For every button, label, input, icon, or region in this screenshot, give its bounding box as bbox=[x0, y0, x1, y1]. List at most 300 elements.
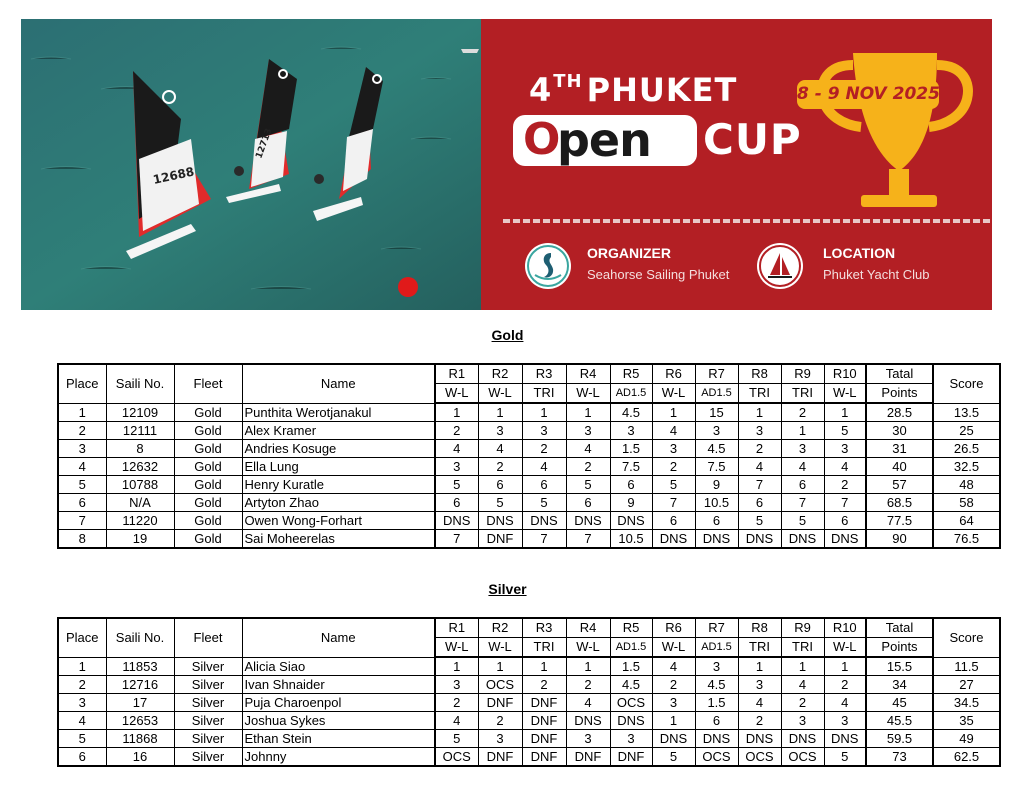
race-header: R7 bbox=[695, 618, 738, 638]
place-cell: 5 bbox=[58, 476, 106, 494]
race-result-cell: 3 bbox=[824, 712, 866, 730]
score-cell: 27 bbox=[933, 676, 1000, 694]
score-cell: 34.5 bbox=[933, 694, 1000, 712]
race-result-cell: 5 bbox=[824, 422, 866, 440]
race-result-cell: 5 bbox=[652, 476, 695, 494]
place-cell: 5 bbox=[58, 730, 106, 748]
race-result-cell: 6 bbox=[824, 512, 866, 530]
race-header: R5 bbox=[610, 618, 652, 638]
sail-no-cell: 17 bbox=[106, 694, 174, 712]
table-row bbox=[58, 657, 1000, 676]
race-result-cell: 3 bbox=[566, 422, 610, 440]
race-result-cell: DNS bbox=[824, 730, 866, 748]
race-result-cell: 4 bbox=[781, 458, 824, 476]
sail-number-1: 12688 bbox=[151, 164, 196, 187]
race-result-cell: DNF bbox=[522, 730, 566, 748]
fleet-cell: Gold bbox=[174, 494, 242, 512]
fleet-cell: Gold bbox=[174, 422, 242, 440]
total-points-header-line2: Points bbox=[866, 384, 933, 404]
race-result-cell: 1 bbox=[478, 657, 522, 676]
race-result-cell: 3 bbox=[478, 730, 522, 748]
name-cell: Ella Lung bbox=[242, 458, 435, 476]
race-result-cell: 1 bbox=[781, 422, 824, 440]
place-header: Place bbox=[58, 618, 106, 657]
fleet-cell: Silver bbox=[174, 694, 242, 712]
race-result-cell: 7 bbox=[522, 530, 566, 549]
race-result-cell: 3 bbox=[435, 458, 478, 476]
course-header: W-L bbox=[478, 638, 522, 658]
race-header: R6 bbox=[652, 364, 695, 384]
table-row bbox=[58, 530, 1000, 549]
name-cell: Henry Kuratle bbox=[242, 476, 435, 494]
place-cell: 2 bbox=[58, 676, 106, 694]
race-result-cell: 10.5 bbox=[695, 494, 738, 512]
race-result-cell: 3 bbox=[610, 730, 652, 748]
race-result-cell: 9 bbox=[610, 494, 652, 512]
yacht-club-logo bbox=[757, 243, 803, 289]
race-header: R8 bbox=[738, 364, 781, 384]
race-result-cell: 6 bbox=[695, 712, 738, 730]
table-row bbox=[58, 458, 1000, 476]
table-row bbox=[58, 712, 1000, 730]
race-result-cell: 9 bbox=[695, 476, 738, 494]
race-result-cell: 4 bbox=[566, 694, 610, 712]
total-points-cell: 90 bbox=[866, 530, 933, 549]
race-result-cell: 3 bbox=[522, 422, 566, 440]
seahorse-logo bbox=[525, 243, 571, 289]
race-result-cell: 2 bbox=[435, 422, 478, 440]
race-header: R2 bbox=[478, 364, 522, 384]
race-result-cell: 5 bbox=[738, 512, 781, 530]
cup-word: CUP bbox=[703, 115, 802, 164]
race-result-cell: 5 bbox=[435, 476, 478, 494]
course-header: TRI bbox=[738, 384, 781, 404]
race-result-cell: 2 bbox=[652, 676, 695, 694]
course-header: W-L bbox=[435, 638, 478, 658]
score-header: Score bbox=[933, 618, 1000, 657]
total-points-header-line1: Tatal bbox=[866, 364, 933, 384]
silver-section-title: Silver bbox=[488, 581, 527, 597]
race-result-cell: DNF bbox=[478, 748, 522, 767]
race-result-cell: DNF bbox=[522, 748, 566, 767]
race-result-cell: 1 bbox=[435, 657, 478, 676]
race-result-cell: 1.5 bbox=[610, 440, 652, 458]
race-result-cell: 2 bbox=[478, 712, 522, 730]
table-row bbox=[58, 494, 1000, 512]
race-result-cell: 1 bbox=[522, 657, 566, 676]
organizer-value: Seahorse Sailing Phuket bbox=[587, 267, 730, 282]
table-row bbox=[58, 730, 1000, 748]
race-result-cell: 4 bbox=[781, 676, 824, 694]
sail-no-cell: 16 bbox=[106, 748, 174, 767]
name-cell: Ivan Shnaider bbox=[242, 676, 435, 694]
race-result-cell: OCS bbox=[478, 676, 522, 694]
race-result-cell: 15 bbox=[695, 403, 738, 422]
course-header: W-L bbox=[824, 384, 866, 404]
name-cell: Joshua Sykes bbox=[242, 712, 435, 730]
fleet-header: Fleet bbox=[174, 618, 242, 657]
race-result-cell: 3 bbox=[610, 422, 652, 440]
total-points-cell: 77.5 bbox=[866, 512, 933, 530]
race-header: R9 bbox=[781, 618, 824, 638]
sail-no-cell: 19 bbox=[106, 530, 174, 549]
race-header: R10 bbox=[824, 618, 866, 638]
gold-results-table bbox=[57, 363, 1001, 549]
fleet-cell: Silver bbox=[174, 676, 242, 694]
name-cell: Alex Kramer bbox=[242, 422, 435, 440]
table-row bbox=[58, 403, 1000, 422]
race-result-cell: 7 bbox=[824, 494, 866, 512]
race-result-cell: 1 bbox=[652, 712, 695, 730]
place-cell: 1 bbox=[58, 657, 106, 676]
race-result-cell: OCS bbox=[781, 748, 824, 767]
sail-no-cell: 11220 bbox=[106, 512, 174, 530]
race-result-cell: 3 bbox=[566, 730, 610, 748]
race-result-cell: 7 bbox=[652, 494, 695, 512]
race-result-cell: DNS bbox=[781, 530, 824, 549]
score-cell: 58 bbox=[933, 494, 1000, 512]
buoy bbox=[398, 277, 418, 297]
race-header: R7 bbox=[695, 364, 738, 384]
race-result-cell: 3 bbox=[781, 712, 824, 730]
course-header: TRI bbox=[781, 384, 824, 404]
name-cell: Punthita Werotjanakul bbox=[242, 403, 435, 422]
race-result-cell: 7 bbox=[435, 530, 478, 549]
race-result-cell: DNS bbox=[652, 730, 695, 748]
race-result-cell: DNS bbox=[824, 530, 866, 549]
race-result-cell: 4.5 bbox=[695, 440, 738, 458]
sail-no-cell: 12653 bbox=[106, 712, 174, 730]
score-cell: 49 bbox=[933, 730, 1000, 748]
race-result-cell: 1 bbox=[738, 403, 781, 422]
race-result-cell: 1 bbox=[566, 403, 610, 422]
table-row bbox=[58, 512, 1000, 530]
race-result-cell: DNS bbox=[738, 730, 781, 748]
race-result-cell: 4.5 bbox=[695, 676, 738, 694]
race-result-cell: 7.5 bbox=[695, 458, 738, 476]
score-cell: 76.5 bbox=[933, 530, 1000, 549]
race-result-cell: 5 bbox=[478, 494, 522, 512]
fleet-cell: Silver bbox=[174, 712, 242, 730]
course-header: TRI bbox=[522, 384, 566, 404]
race-result-cell: 2 bbox=[738, 712, 781, 730]
fleet-cell: Silver bbox=[174, 748, 242, 767]
race-header: R3 bbox=[522, 364, 566, 384]
race-result-cell: 2 bbox=[824, 676, 866, 694]
sail-no-cell: 12109 bbox=[106, 403, 174, 422]
race-result-cell: 6 bbox=[522, 476, 566, 494]
fleet-cell: Gold bbox=[174, 512, 242, 530]
race-result-cell: OCS bbox=[738, 748, 781, 767]
race-result-cell: 4 bbox=[652, 422, 695, 440]
table-row bbox=[58, 694, 1000, 712]
race-header: R4 bbox=[566, 618, 610, 638]
name-cell: Johnny bbox=[242, 748, 435, 767]
sail-no-cell: 12111 bbox=[106, 422, 174, 440]
place-cell: 4 bbox=[58, 712, 106, 730]
header-row bbox=[58, 364, 1000, 384]
course-header: W-L bbox=[566, 384, 610, 404]
race-header: R2 bbox=[478, 618, 522, 638]
race-result-cell: DNS bbox=[695, 530, 738, 549]
name-cell: Alicia Siao bbox=[242, 657, 435, 676]
race-result-cell: 4 bbox=[738, 694, 781, 712]
score-cell: 48 bbox=[933, 476, 1000, 494]
total-points-cell: 45 bbox=[866, 694, 933, 712]
race-result-cell: 4 bbox=[478, 440, 522, 458]
fleet-cell: Gold bbox=[174, 440, 242, 458]
score-cell: 11.5 bbox=[933, 657, 1000, 676]
race-result-cell: 1 bbox=[435, 403, 478, 422]
race-result-cell: DNS bbox=[566, 712, 610, 730]
race-result-cell: DNS bbox=[610, 512, 652, 530]
place-cell: 7 bbox=[58, 512, 106, 530]
race-result-cell: 1 bbox=[478, 403, 522, 422]
event-promo bbox=[481, 19, 992, 310]
course-header: AD1.5 bbox=[610, 384, 652, 404]
race-result-cell: 3 bbox=[478, 422, 522, 440]
race-result-cell: 3 bbox=[738, 676, 781, 694]
race-result-cell: 5 bbox=[652, 748, 695, 767]
place-cell: 3 bbox=[58, 440, 106, 458]
race-header: R6 bbox=[652, 618, 695, 638]
score-cell: 35 bbox=[933, 712, 1000, 730]
race-result-cell: OCS bbox=[695, 748, 738, 767]
race-result-cell: 3 bbox=[738, 422, 781, 440]
race-header: R10 bbox=[824, 364, 866, 384]
race-result-cell: 2 bbox=[652, 458, 695, 476]
total-points-cell: 31 bbox=[866, 440, 933, 458]
place-header: Place bbox=[58, 364, 106, 403]
sail-no-cell: 12632 bbox=[106, 458, 174, 476]
course-header: W-L bbox=[478, 384, 522, 404]
race-result-cell: DNS bbox=[652, 530, 695, 549]
race-result-cell: 1 bbox=[566, 657, 610, 676]
race-result-cell: 4 bbox=[652, 657, 695, 676]
total-points-cell: 59.5 bbox=[866, 730, 933, 748]
race-header: R5 bbox=[610, 364, 652, 384]
trophy-icon bbox=[807, 43, 991, 243]
event-banner bbox=[21, 19, 992, 310]
race-header: R3 bbox=[522, 618, 566, 638]
race-result-cell: 4 bbox=[566, 440, 610, 458]
course-header: W-L bbox=[435, 384, 478, 404]
race-result-cell: 4.5 bbox=[610, 676, 652, 694]
sail-no-header: Saili No. bbox=[106, 618, 174, 657]
score-cell: 26.5 bbox=[933, 440, 1000, 458]
total-points-cell: 45.5 bbox=[866, 712, 933, 730]
course-header: W-L bbox=[824, 638, 866, 658]
location-label: LOCATION bbox=[823, 245, 896, 261]
sail-no-cell: 11853 bbox=[106, 657, 174, 676]
organizer-label: ORGANIZER bbox=[587, 245, 671, 261]
race-result-cell: 2 bbox=[781, 694, 824, 712]
race-result-cell: 2 bbox=[435, 694, 478, 712]
open-logo-o: O bbox=[523, 114, 561, 165]
fleet-cell: Silver bbox=[174, 657, 242, 676]
fleet-cell: Gold bbox=[174, 403, 242, 422]
sail-no-header: Saili No. bbox=[106, 364, 174, 403]
race-result-cell: OCS bbox=[610, 694, 652, 712]
score-cell: 25 bbox=[933, 422, 1000, 440]
race-result-cell: 2 bbox=[566, 676, 610, 694]
fleet-cell: Silver bbox=[174, 730, 242, 748]
race-result-cell: 4 bbox=[522, 458, 566, 476]
race-result-cell: 2 bbox=[478, 458, 522, 476]
race-header: R4 bbox=[566, 364, 610, 384]
name-cell: Artyton Zhao bbox=[242, 494, 435, 512]
race-result-cell: 4 bbox=[435, 712, 478, 730]
race-result-cell: 4 bbox=[824, 458, 866, 476]
race-result-cell: 1.5 bbox=[610, 657, 652, 676]
course-header: W-L bbox=[652, 638, 695, 658]
total-points-cell: 57 bbox=[866, 476, 933, 494]
race-result-cell: 2 bbox=[522, 676, 566, 694]
place-cell: 4 bbox=[58, 458, 106, 476]
place-cell: 3 bbox=[58, 694, 106, 712]
gold-section-title: Gold bbox=[491, 327, 524, 343]
header-row bbox=[58, 618, 1000, 638]
place-cell: 6 bbox=[58, 748, 106, 767]
race-result-cell: 6 bbox=[435, 494, 478, 512]
total-points-cell: 28.5 bbox=[866, 403, 933, 422]
race-result-cell: 5 bbox=[566, 476, 610, 494]
sail-no-cell: 12716 bbox=[106, 676, 174, 694]
course-header: TRI bbox=[781, 638, 824, 658]
table-row bbox=[58, 748, 1000, 767]
sail-no-cell: 8 bbox=[106, 440, 174, 458]
race-result-cell: 1 bbox=[824, 403, 866, 422]
open-logo bbox=[513, 115, 697, 166]
race-result-cell: DNS bbox=[610, 712, 652, 730]
race-result-cell: 1 bbox=[824, 657, 866, 676]
race-result-cell: 10.5 bbox=[610, 530, 652, 549]
race-header: R9 bbox=[781, 364, 824, 384]
race-result-cell: DNS bbox=[435, 512, 478, 530]
race-result-cell: DNS bbox=[738, 530, 781, 549]
total-points-cell: 40 bbox=[866, 458, 933, 476]
course-header: TRI bbox=[522, 638, 566, 658]
race-result-cell: 3 bbox=[695, 657, 738, 676]
race-result-cell: 5 bbox=[522, 494, 566, 512]
race-result-cell: 6 bbox=[652, 512, 695, 530]
course-header: AD1.5 bbox=[610, 638, 652, 658]
name-cell: Owen Wong-Forhart bbox=[242, 512, 435, 530]
race-result-cell: 6 bbox=[695, 512, 738, 530]
total-points-cell: 73 bbox=[866, 748, 933, 767]
total-points-header-line2: Points bbox=[866, 638, 933, 658]
race-result-cell: 4 bbox=[435, 440, 478, 458]
sail-no-cell: 11868 bbox=[106, 730, 174, 748]
race-result-cell: DNF bbox=[478, 530, 522, 549]
score-cell: 62.5 bbox=[933, 748, 1000, 767]
race-result-cell: DNS bbox=[781, 730, 824, 748]
race-result-cell: OCS bbox=[435, 748, 478, 767]
race-result-cell: 3 bbox=[695, 422, 738, 440]
race-result-cell: DNF bbox=[522, 694, 566, 712]
race-result-cell: 2 bbox=[738, 440, 781, 458]
race-result-cell: 5 bbox=[435, 730, 478, 748]
score-cell: 64 bbox=[933, 512, 1000, 530]
race-result-cell: 3 bbox=[781, 440, 824, 458]
race-result-cell: DNS bbox=[478, 512, 522, 530]
name-header: Name bbox=[242, 618, 435, 657]
silver-results-table bbox=[57, 617, 1001, 767]
race-result-cell: DNF bbox=[522, 712, 566, 730]
name-cell: Puja Charoenpol bbox=[242, 694, 435, 712]
sail-no-cell: 10788 bbox=[106, 476, 174, 494]
table-row bbox=[58, 676, 1000, 694]
race-result-cell: 2 bbox=[522, 440, 566, 458]
race-header: R1 bbox=[435, 364, 478, 384]
name-cell: Andries Kosuge bbox=[242, 440, 435, 458]
race-result-cell: 3 bbox=[652, 440, 695, 458]
race-result-cell: 4 bbox=[824, 694, 866, 712]
table-row bbox=[58, 440, 1000, 458]
table-row bbox=[58, 476, 1000, 494]
race-result-cell: 6 bbox=[738, 494, 781, 512]
fleet-cell: Gold bbox=[174, 476, 242, 494]
race-result-cell: 7 bbox=[738, 476, 781, 494]
race-result-cell: DNF bbox=[566, 748, 610, 767]
race-result-cell: 2 bbox=[781, 403, 824, 422]
race-result-cell: 2 bbox=[824, 476, 866, 494]
name-cell: Ethan Stein bbox=[242, 730, 435, 748]
race-result-cell: 7 bbox=[781, 494, 824, 512]
fleet-cell: Gold bbox=[174, 530, 242, 549]
score-cell: 13.5 bbox=[933, 403, 1000, 422]
sail-no-cell: N/A bbox=[106, 494, 174, 512]
name-header: Name bbox=[242, 364, 435, 403]
total-points-header-line1: Tatal bbox=[866, 618, 933, 638]
race-result-cell: 1 bbox=[652, 403, 695, 422]
fleet-header: Fleet bbox=[174, 364, 242, 403]
race-result-cell: 5 bbox=[781, 512, 824, 530]
total-points-cell: 68.5 bbox=[866, 494, 933, 512]
race-result-cell: 2 bbox=[566, 458, 610, 476]
race-result-cell: 6 bbox=[781, 476, 824, 494]
race-result-cell: 6 bbox=[478, 476, 522, 494]
race-result-cell: DNF bbox=[610, 748, 652, 767]
name-cell: Sai Moheerelas bbox=[242, 530, 435, 549]
total-points-cell: 34 bbox=[866, 676, 933, 694]
race-header: R8 bbox=[738, 618, 781, 638]
race-result-cell: 5 bbox=[824, 748, 866, 767]
location-value: Phuket Yacht Club bbox=[823, 267, 930, 282]
race-result-cell: DNS bbox=[522, 512, 566, 530]
race-result-cell: 1 bbox=[522, 403, 566, 422]
race-result-cell: 3 bbox=[435, 676, 478, 694]
score-cell: 32.5 bbox=[933, 458, 1000, 476]
race-result-cell: 4.5 bbox=[610, 403, 652, 422]
dashed-divider bbox=[503, 219, 992, 223]
total-points-cell: 15.5 bbox=[866, 657, 933, 676]
race-result-cell: 7.5 bbox=[610, 458, 652, 476]
course-header: AD1.5 bbox=[695, 384, 738, 404]
fleet-cell: Gold bbox=[174, 458, 242, 476]
score-header: Score bbox=[933, 364, 1000, 403]
place-cell: 6 bbox=[58, 494, 106, 512]
race-result-cell: 1 bbox=[738, 657, 781, 676]
open-logo-pen: pen bbox=[557, 113, 651, 167]
table-row bbox=[58, 422, 1000, 440]
race-result-cell: 4 bbox=[738, 458, 781, 476]
place-cell: 1 bbox=[58, 403, 106, 422]
course-header: W-L bbox=[566, 638, 610, 658]
event-dates: 8 - 9 NOV 2025 bbox=[797, 80, 939, 109]
race-result-cell: 1 bbox=[781, 657, 824, 676]
race-result-cell: 3 bbox=[652, 694, 695, 712]
